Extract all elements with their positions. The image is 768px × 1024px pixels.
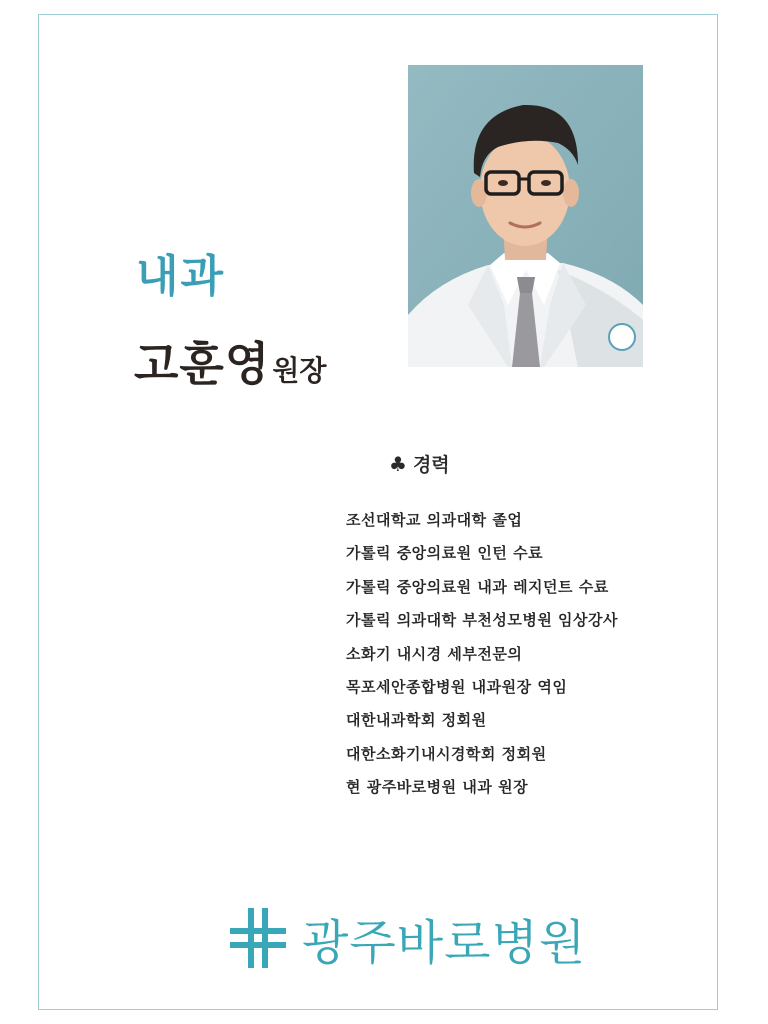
club-icon: ♣: [389, 452, 407, 476]
portrait-illustration: [408, 65, 643, 367]
career-item: 대한내과학회 정회원: [346, 711, 487, 730]
career-item: 조선대학교 의과대학 졸업: [346, 511, 523, 529]
doctor-title: 원장: [272, 354, 327, 387]
doctor-name: 고훈영: [134, 337, 271, 391]
career-heading: [389, 450, 450, 477]
hospital-logo: [228, 902, 586, 974]
career-item: 소화기 내시경 세부전문의: [346, 644, 523, 663]
career-item: 가톨릭 의과대학 부천성모병원 임상강사: [346, 611, 618, 630]
hospital-name: 광주바로병원: [302, 914, 587, 971]
career-list: [346, 504, 618, 805]
doctor-photo: [408, 65, 643, 367]
career-item: 목포세안종합병원 내과원장 역임: [346, 677, 568, 696]
career-heading-label: 경력: [412, 454, 450, 476]
department-label: 내과: [136, 251, 226, 302]
career-item: 가톨릭 중앙의료원 인턴 수료: [346, 544, 544, 563]
doctor-name-row: [134, 328, 326, 394]
career-item: 대한소화기내시경학회 정회원: [346, 744, 547, 763]
career-item: 현 광주바로병원 내과 원장: [346, 778, 529, 797]
cross-logo-icon: [228, 906, 288, 970]
career-item: 가톨릭 중앙의료원 내과 레지던트 수료: [346, 577, 609, 596]
